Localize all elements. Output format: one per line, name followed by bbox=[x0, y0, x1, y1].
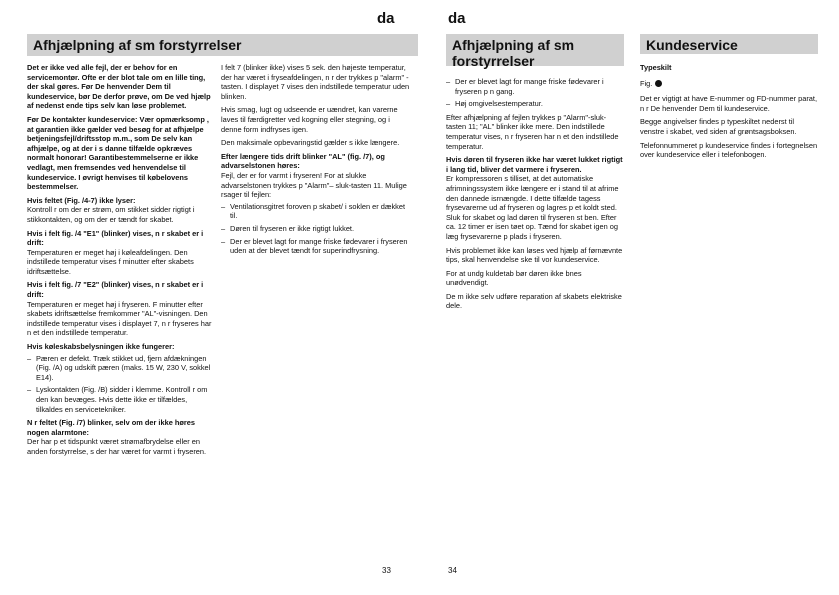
section-blink-no-alarm-heading: N r feltet (Fig. /7) blinker, selv om der ikke høres nogen alarmtone: bbox=[27, 418, 195, 437]
section-e2-body: Temperaturen er meget høj i fryseren. F minutter efter skabets idriftsættelse fremkommer "AL"-visningen. Den indstillede temperatur vises i displayet 7, n r fryseres har n et den indstillede temperatur. bbox=[27, 299, 212, 338]
language-tag-left: da bbox=[377, 10, 395, 27]
heading-customer-service: Kundeservice bbox=[640, 34, 818, 54]
section-e1-heading: Hvis i felt fig. /4 "E1" (blinker) vises, n r skabet er i drift: bbox=[27, 228, 204, 248]
contact-notice: Før De kontakter kundeservice: Vær opmærksomp , at garantien ikke gælder ved besøg for at afhjælpe betjeningsfejl/driftsstop m.m., som De selv kan afhjælpe, og at der i s danne tilfælde opkræves normalt honorar! Garantibestemmelserne er ikke vedlagt, men fremsendes ved henvendelse til kundeservice. I øvrigt henvises til købelovens bestemmelser. bbox=[27, 114, 209, 192]
section-door-body: Er kompressoren s tilliset, at det automatiske afrimningssystem ikke længere er i stand til at afrime den dannede isrnængde. I dette tilfælde tagess frysevarerne ud af fryseren og lagres p et koldt sted. Sluk for skabet og lad døren til fryseren st ben. Efter ca. 12 timer er isen tøet op. Tænd for skabet igen og læg frysevarerne p plads i fryseren. bbox=[446, 174, 619, 241]
storage-time-text: Den maksimale opbevaringstid gælder s ikke længere. bbox=[221, 138, 400, 148]
section-blink-no-alarm-body: Der har p et tidspunkt været strømafbrydelse eller en anden forstyrrelse, s der har været for varmt i fryseren. bbox=[27, 437, 207, 456]
figure-number-icon bbox=[655, 80, 662, 87]
list-item: – Der er blevet lagt for mange friske fødevarer i fryseren p n gang. bbox=[446, 77, 624, 96]
heading-troubleshooting-right: Afhjælpning af sm forstyrrelser bbox=[446, 34, 624, 66]
section-al-body: Fejl, der er for varmt i fryseren! For at slukke advarselstonen trykkes p "Alarm"– sluk-tasten 11. Mulige rsager til fejlen: bbox=[221, 170, 407, 200]
figure-reference bbox=[640, 79, 818, 89]
section-display-no-light-body: Kontroll r om der er strøm, om stikket sidder rigtigt i stikkontakten, og om der er tændt for skabet. bbox=[27, 205, 195, 224]
al-causes-list-continued bbox=[446, 77, 624, 109]
refreeze-text: Hvis smag, lugt og udseende er uændret, kan varerne laves til færdigretter ved kogning eller stegning, og i denne form indfryses igen. bbox=[221, 105, 398, 134]
intro-text: Det er ikke ved alle fejl, der er behov for en servicemontør. Ofte er der blot tale om en lille ting, der skal gøres. Før De henvender Dem til kundeservice, bør De derfor prøve, om De ved hjælp af nedenst ende tips selv kan løse problemet. bbox=[27, 63, 211, 111]
light-causes-list bbox=[27, 354, 215, 415]
list-item: – Lyskontakten (Fig. /B) sidder i klemme. Kontroll r om den kan bevæges. Hvis dette ikke er tilfældes, tilkaldes en servicetekniker. bbox=[27, 385, 215, 414]
service-numbers-text: Det er vigtigt at have E-nummer og FD-nummer parat, n r De henvender Dem til kundeservice. bbox=[640, 94, 818, 113]
page-number-left: 33 bbox=[382, 566, 391, 575]
list-item: – Pæren er defekt. Træk stikket ud, fjern afdækningen (Fig. /A) og udskift pæren (maks. 15 W, 230 V, sokkel E14). bbox=[27, 354, 215, 383]
section-e1-body: Temperaturen er meget høj i køleafdelingen. Den indstillede temperatur vises f minutter efter skabets idriftsættelse. bbox=[27, 247, 194, 276]
figure-label: Fig. bbox=[640, 78, 653, 88]
type-label-heading: Typeskilt bbox=[640, 63, 672, 72]
section-door-heading: Hvis døren til fryseren ikke har været lukket rigtigt i lang tid, bliver det varmere i fryseren. bbox=[446, 155, 623, 174]
phone-number-text: Telefonnummeret p kundeservice findes i fortegnelsen over kundeservice eller i telefonbogen. bbox=[640, 140, 818, 160]
language-tag-right: da bbox=[448, 10, 466, 27]
heading-troubleshooting-left: Afhjælpning af sm forstyrrelser bbox=[27, 34, 418, 56]
section-al-heading: Efter længere tids drift blinker "AL" (fig. /7), og advarselstonen høres: bbox=[221, 151, 385, 171]
column-2 bbox=[221, 63, 411, 260]
page-number-right: 34 bbox=[448, 566, 457, 575]
avoid-cold-loss-text: For at undg kuldetab bør døren ikke bnes unødvendigt. bbox=[446, 268, 582, 288]
section-light-heading: Hvis køleskabsbelysningen ikke fungerer: bbox=[27, 342, 175, 352]
al-causes-list bbox=[221, 202, 411, 256]
contact-service-text: Hvis problemet ikke kan løses ved hjælp af førnævnte tips, skal henvendelse ske til vor kundeservice. bbox=[446, 245, 623, 265]
no-self-repair-text: De m ikke selv udføre reparation af skabets elektriske dele. bbox=[446, 291, 622, 311]
column-1 bbox=[27, 63, 215, 461]
type-label-location-text: Begge angivelser findes p typeskiltet nederst til venstre i skabet, ved siden af grøntsagsboksen. bbox=[640, 117, 797, 136]
section-e2-heading: Hvis i felt fig. /7 "E2" (blinker) vises, n r skabet er i drift: bbox=[27, 280, 204, 300]
after-fix-text: Efter afhjælpning af fejlen trykkes p "Alarm"-sluk-tasten 11; "AL" blinker ikke mere. Den indstillede temperatur vises, n r fryseren har n et den indstillede temperatur. bbox=[446, 112, 619, 151]
list-item: – Døren til fryseren er ikke rigtigt lukket. bbox=[221, 224, 411, 234]
max-temp-text: I felt 7 (blinker ikke) vises 5 sek. den højeste temperatur, der har været i fryseafdelingen, n r der trykkes p "alarm" -tasten. I displayet 7 vises den indstillede temperatur uden blinken. bbox=[221, 63, 410, 101]
list-item: – Der er blevet lagt for mange friske fødevarer i fryseren uden at der blevet tændt for superindfrysning. bbox=[221, 237, 411, 256]
column-4 bbox=[640, 63, 818, 164]
list-item: – Høj omgivelsestemperatur. bbox=[446, 99, 624, 109]
list-item: – Ventilationsgitret foroven p skabet/ i soklen er dækket til. bbox=[221, 202, 411, 221]
section-display-no-light-heading: Hvis feltet (Fig. /4-7) ikke lyser: bbox=[27, 195, 136, 205]
column-3 bbox=[446, 77, 624, 315]
